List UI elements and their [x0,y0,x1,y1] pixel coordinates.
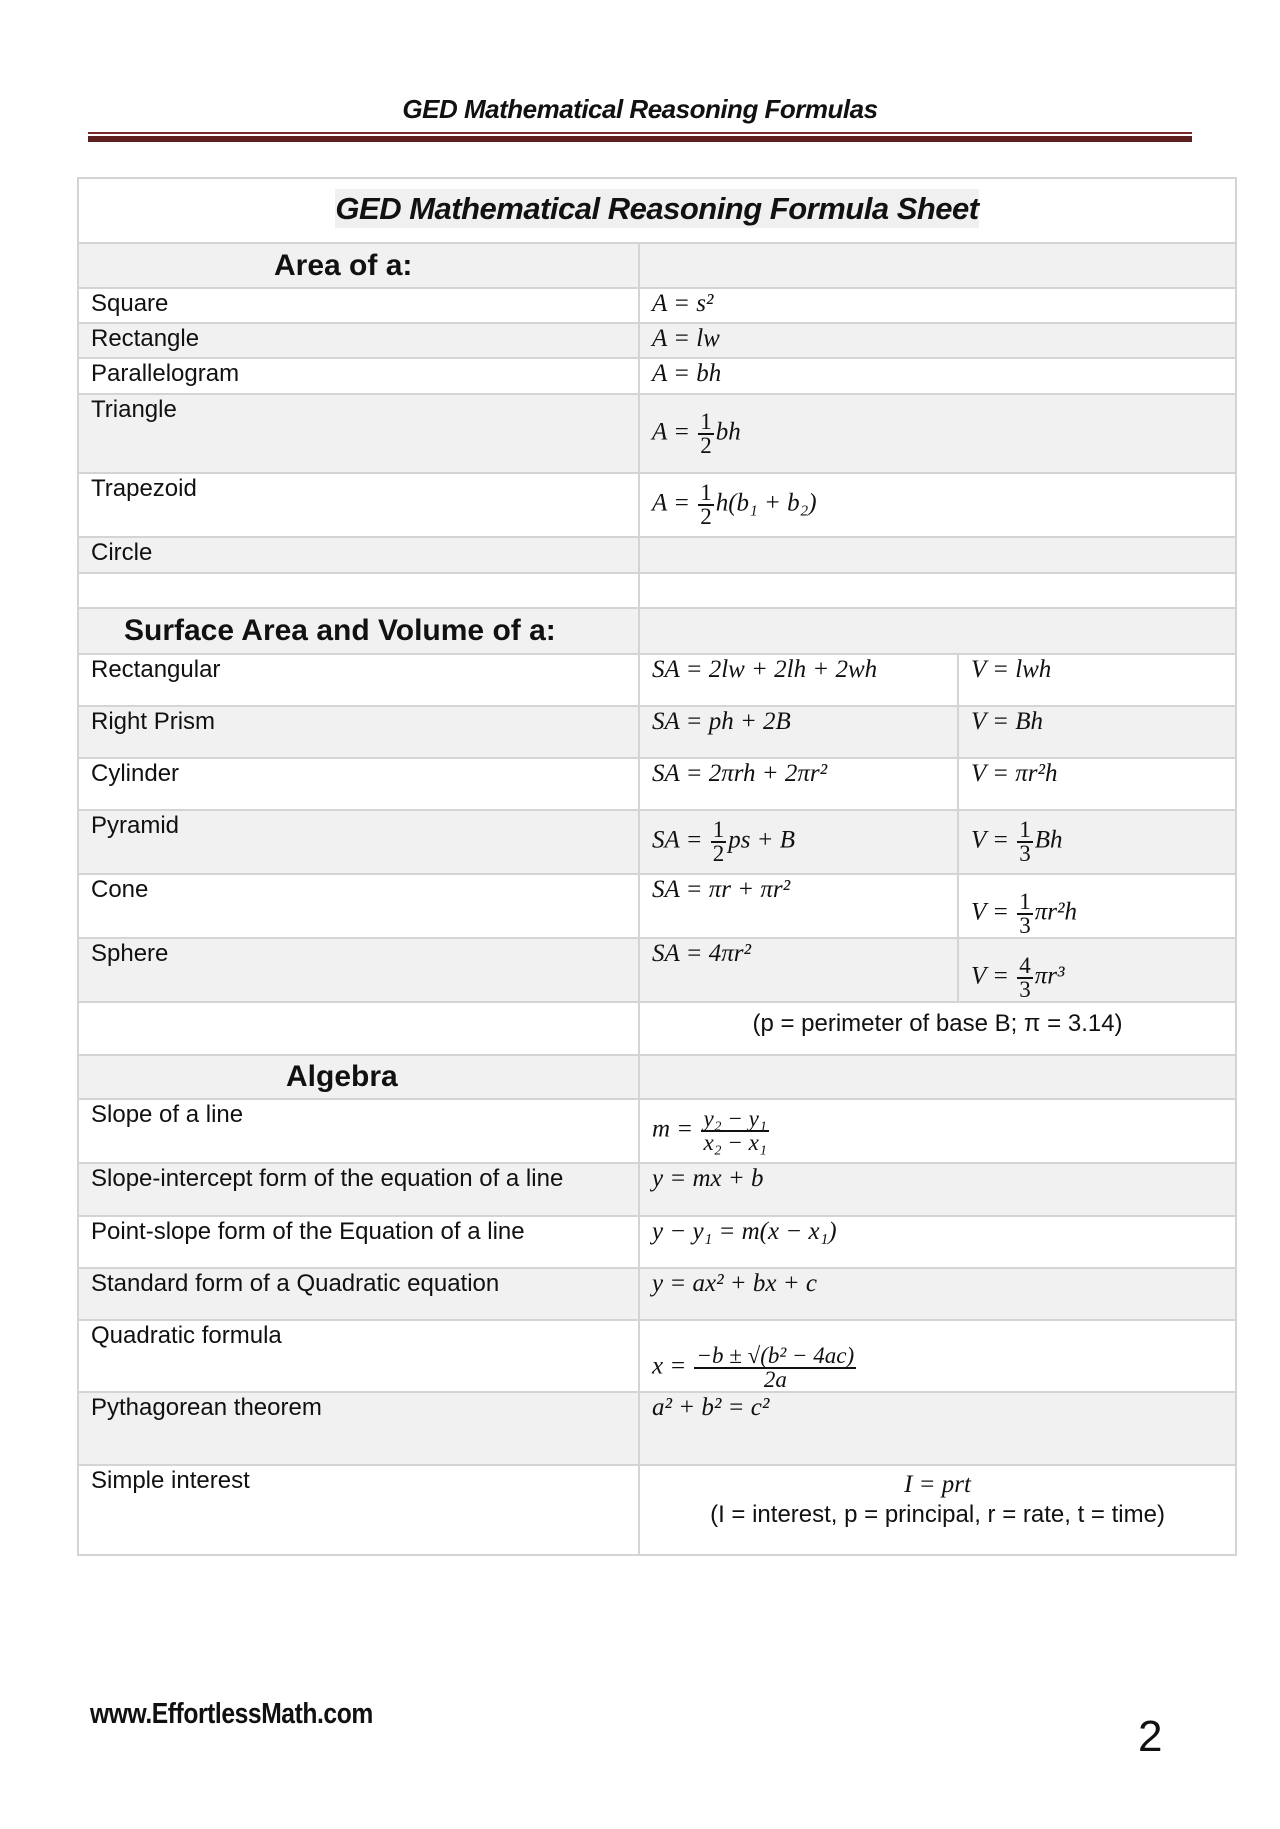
formula-table [77,177,1237,1556]
row-label: Pyramid [78,810,639,874]
numerator: 4 [1019,953,1031,978]
row-label: Square [78,288,639,323]
formula [639,1320,1236,1392]
fraction [701,1108,768,1154]
formula-suffix: πr²h [1034,898,1077,926]
sa-formula: SA = πr + πr² [639,874,958,938]
fraction [711,819,727,865]
numerator: 1 [1019,817,1031,842]
sheet-title: GED Mathematical Reasoning Formula Sheet [335,191,979,226]
sheet-title-cell [78,178,1236,243]
solids-note: (p = perimeter of base B; π = 3.14) [639,1002,1236,1055]
footer-site-logo: www.EffortlessMath.com [90,1698,373,1730]
row-label: Point-slope form of the Equation of a line [78,1216,639,1268]
v-formula [958,938,1236,1002]
formula-prefix: V = [971,826,1016,854]
formula-note: (I = interest, p = principal, r = rate, t = time) [710,1501,1165,1528]
formula [639,1099,1236,1163]
row-label: Cone [78,874,639,938]
fraction [698,482,714,528]
v-formula: V = lwh [958,654,1236,706]
numerator: 1 [700,408,712,434]
formula: y = mx + b [639,1163,1236,1216]
header-rule [88,132,1192,134]
section-heading-algebra: Algebra [78,1055,639,1099]
denominator: 2a [763,1367,787,1392]
formula-suffix: ps + B [728,826,796,854]
formula: a² + b² = c² [639,1392,1236,1465]
row-label: Pythagorean theorem [78,1392,639,1465]
fraction [1017,955,1033,1001]
row-label: Standard form of a Quadratic equation [78,1268,639,1320]
formula-prefix: A = [652,489,697,517]
sa-formula [639,810,958,874]
formula-prefix: A = [652,418,697,446]
row-label: Cylinder [78,758,639,810]
header-rule-thick [88,136,1192,142]
formula [639,473,1236,537]
v-formula: V = πr²h [958,758,1236,810]
page-header-title: GED Mathematical Reasoning Formulas [402,94,878,124]
sa-formula: SA = 2πrh + 2πr² [639,758,958,810]
formula-cell [639,1465,1236,1555]
numerator: −b ± √(b² − 4ac) [696,1343,855,1368]
formula: A = lw [639,323,1236,358]
row-label: Quadratic formula [78,1320,639,1392]
v-formula [958,874,1236,938]
numerator: y₂ − y₁ [703,1106,767,1131]
formula [639,394,1236,473]
formula: y = ax² + bx + c [639,1268,1236,1320]
denominator: 3 [1019,977,1031,1002]
row-label: Rectangular [78,654,639,706]
denominator: 3 [1019,913,1031,938]
row-label: Circle [78,537,639,573]
denominator: 2 [700,504,712,529]
section-heading-solids: Surface Area and Volume of a: [78,608,639,654]
formula: A = bh [639,358,1236,394]
row-label: Right Prism [78,706,639,758]
fraction [694,1345,856,1391]
v-formula: V = Bh [958,706,1236,758]
formula-prefix: m = [652,1115,700,1143]
formula-suffix: h(b₁ + b₂) [715,489,817,517]
v-formula [958,810,1236,874]
sa-formula: SA = 4πr² [639,938,958,1002]
denominator: 2 [712,841,725,866]
fraction [1017,819,1033,865]
numerator: 1 [1019,889,1031,914]
denominator: 2 [700,432,712,458]
formula-prefix: x = [652,1352,693,1380]
formula-prefix: V = [971,962,1016,990]
formula-suffix: Bh [1034,826,1063,854]
page-number: 2 [1138,1712,1163,1761]
numerator: 1 [712,817,725,842]
row-label: Parallelogram [78,358,639,394]
row-label: Rectangle [78,323,639,358]
sa-formula: SA = ph + 2B [639,706,958,758]
sa-formula: SA = 2lw + 2lh + 2wh [639,654,958,706]
row-label: Slope of a line [78,1099,639,1163]
numerator: 1 [700,480,712,505]
fraction [698,408,714,458]
row-label: Sphere [78,938,639,1002]
formula: y − y₁ = m(x − x₁) [639,1216,1236,1268]
formula-suffix: πr³ [1034,962,1065,990]
denominator: x₂ − x₁ [703,1130,767,1155]
row-label: Trapezoid [78,473,639,537]
row-label: Triangle [78,394,639,473]
formula: A = s² [639,288,1236,323]
fraction [1017,891,1033,937]
formula-prefix: V = [971,898,1016,926]
formula-prefix: SA = [652,826,709,854]
formula-suffix: bh [715,418,741,446]
denominator: 3 [1019,841,1031,866]
row-label: Slope-intercept form of the equation of a line [78,1163,639,1216]
section-heading-area: Area of a: [78,243,639,288]
row-label: Simple interest [78,1465,639,1555]
formula: I = prt [904,1471,971,1498]
